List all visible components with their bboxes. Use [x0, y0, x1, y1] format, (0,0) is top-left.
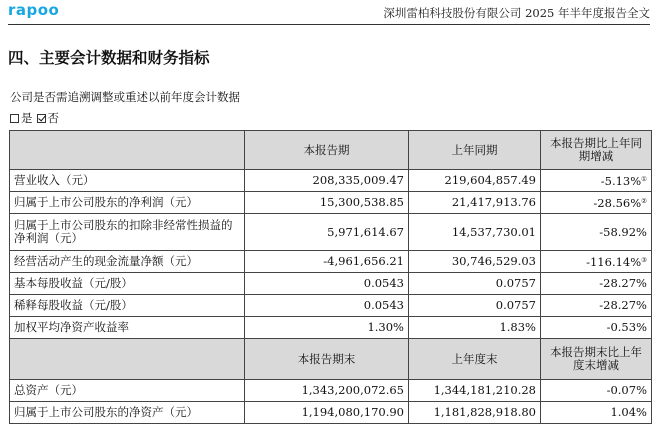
current-value-text: 1,343,200,072.65	[301, 383, 404, 397]
row-label	[10, 251, 245, 273]
table-row	[10, 402, 652, 424]
table-row	[10, 295, 652, 317]
prior-value-text: 1.83%	[499, 320, 536, 334]
table-row	[10, 317, 652, 339]
row-label-text: 加权平均净资产收益率	[14, 320, 129, 334]
prior-value-text: 0.0757	[495, 276, 536, 290]
prior-value	[409, 295, 541, 317]
prior-value	[409, 402, 541, 424]
change-value-text: -5.13%	[600, 174, 642, 188]
prior-value-text: 14,537,730.01	[451, 224, 536, 239]
current-value-text: 5,971,614.67	[327, 224, 404, 239]
row-label	[10, 192, 245, 214]
change-value	[541, 170, 652, 192]
current-value	[245, 170, 409, 192]
change-value	[541, 317, 652, 339]
table-row	[10, 273, 652, 295]
row-label	[10, 273, 245, 295]
table-row	[10, 380, 652, 402]
prior-value-text: 0.0757	[495, 298, 536, 312]
column-header: 上年同期	[409, 131, 541, 170]
current-value-text: 0.0543	[363, 298, 404, 312]
prior-value	[409, 251, 541, 273]
checked-checkbox-icon[interactable]	[37, 114, 46, 123]
change-value-text: -58.92%	[599, 224, 647, 239]
prior-value-text: 219,604,857.49	[444, 173, 536, 187]
current-value	[245, 295, 409, 317]
row-label-text: 归属于上市公司股东的净利润（元）	[14, 195, 198, 209]
change-value	[541, 273, 652, 295]
prior-value-text: 1,181,828,918.80	[433, 405, 536, 419]
change-value	[541, 402, 652, 424]
column-header: 上年度末	[409, 339, 541, 380]
page-header	[0, 0, 658, 26]
current-value-text: 1.30%	[367, 320, 404, 334]
row-label-text: 归属于上市公司股东的扣除非经常性损益的净利润（元）	[14, 218, 233, 245]
change-value-text: -28.27%	[599, 276, 647, 290]
row-label	[10, 295, 245, 317]
prior-value	[409, 317, 541, 339]
prior-value	[409, 273, 541, 295]
header-divider	[8, 24, 650, 25]
option-yes[interactable]	[10, 110, 33, 126]
column-header	[10, 131, 245, 170]
current-value-text: -4,961,656.21	[323, 254, 404, 268]
table-row	[10, 214, 652, 251]
change-value-text: -28.56%	[593, 196, 642, 210]
column-header	[10, 339, 245, 380]
prior-value	[409, 214, 541, 251]
row-label	[10, 317, 245, 339]
footnote-marker: ②	[641, 197, 647, 205]
restatement-options	[10, 110, 63, 126]
prior-value-text: 1,344,181,210.28	[433, 383, 536, 397]
restatement-question: 公司是否需追溯调整或重述以前年度会计数据	[10, 90, 240, 104]
current-value-text: 1,194,080,170.90	[301, 405, 404, 419]
row-label-text: 稀释每股收益（元/股）	[14, 298, 133, 312]
row-label	[10, 380, 245, 402]
row-label-text: 总资产（元）	[14, 383, 83, 397]
prior-value	[409, 192, 541, 214]
current-value-text: 208,335,009.47	[312, 173, 404, 187]
column-header: 本报告期末	[245, 339, 409, 380]
column-header: 本报告期末比上年度末增减	[541, 339, 652, 380]
option-yes-label: 是	[21, 111, 33, 125]
current-value	[245, 380, 409, 402]
table-row	[10, 192, 652, 214]
row-label-text: 营业收入（元）	[14, 173, 95, 187]
change-value	[541, 214, 652, 251]
row-label	[10, 170, 245, 192]
change-value-text: -28.27%	[599, 298, 647, 312]
prior-value-text: 30,746,529.03	[451, 254, 536, 268]
change-value	[541, 192, 652, 214]
change-value	[541, 295, 652, 317]
row-label-text: 经营活动产生的现金流量净额（元）	[14, 254, 198, 268]
change-value	[541, 251, 652, 273]
option-no-label: 否	[47, 111, 59, 125]
table-row	[10, 251, 652, 273]
option-no[interactable]	[37, 110, 60, 126]
footnote-marker: ①	[641, 175, 647, 183]
row-label-text: 归属于上市公司股东的净资产（元）	[14, 405, 198, 419]
prior-value-text: 21,417,913.76	[451, 195, 536, 209]
column-header: 本报告期比上年同期增减	[541, 131, 652, 170]
change-value-text: -0.07%	[606, 383, 647, 397]
prior-value	[409, 170, 541, 192]
current-value	[245, 273, 409, 295]
current-value-text: 15,300,538.85	[319, 195, 404, 209]
rapoo-logo: rapoo	[8, 1, 60, 19]
table-row	[10, 170, 652, 192]
checkbox-icon[interactable]	[10, 114, 19, 123]
change-value-text: -116.14%	[586, 255, 642, 269]
row-label-text: 基本每股收益（元/股）	[14, 276, 133, 290]
current-value	[245, 251, 409, 273]
current-value	[245, 402, 409, 424]
change-value	[541, 380, 652, 402]
prior-value	[409, 380, 541, 402]
current-value-text: 0.0543	[363, 276, 404, 290]
row-label	[10, 214, 245, 251]
document-title: 深圳雷柏科技股份有限公司 2025 年半年度报告全文	[383, 6, 650, 20]
financial-indicators-table	[9, 130, 652, 424]
table-header-row	[10, 131, 652, 170]
change-value-text: -0.53%	[606, 320, 647, 334]
current-value	[245, 214, 409, 251]
table-header-row	[10, 339, 652, 380]
change-value-text: 1.04%	[610, 405, 647, 419]
current-value	[245, 192, 409, 214]
footnote-marker: ③	[641, 256, 647, 264]
current-value	[245, 317, 409, 339]
section-title: 四、主要会计数据和财务指标	[8, 49, 210, 67]
column-header: 本报告期	[245, 131, 409, 170]
row-label	[10, 402, 245, 424]
